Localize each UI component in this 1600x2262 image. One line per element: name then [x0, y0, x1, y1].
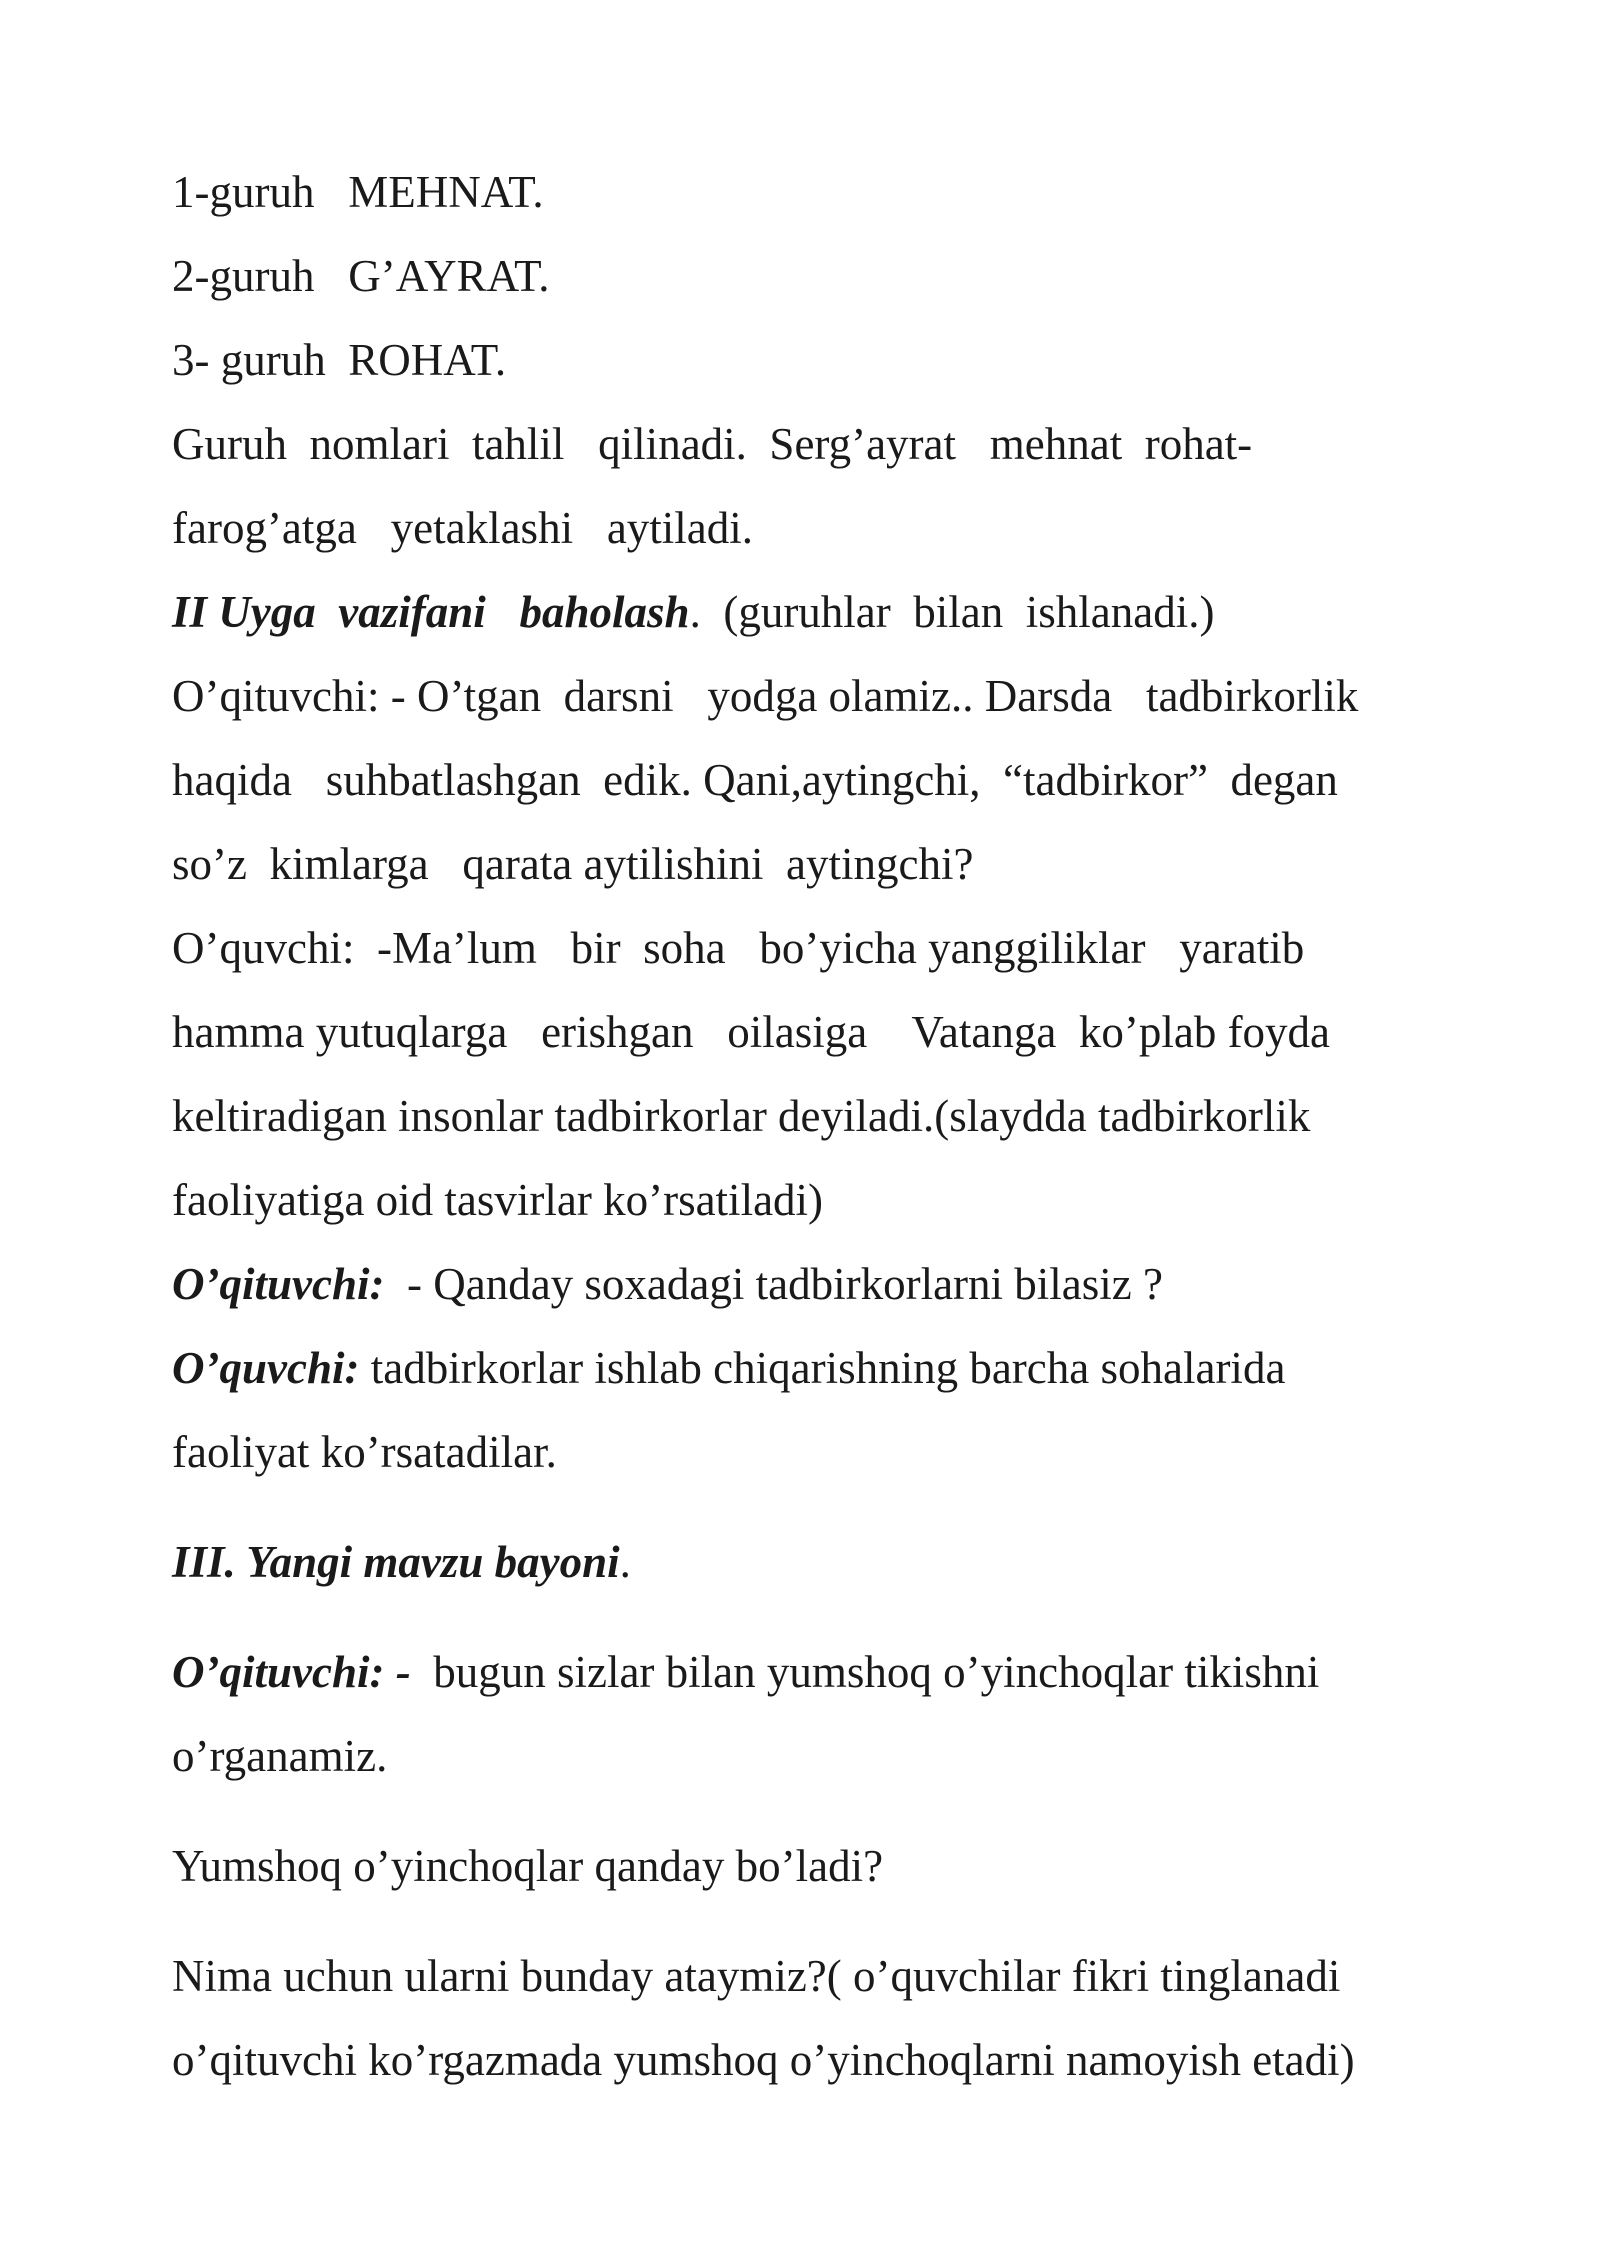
analysis-line-2: farog’atga yetaklashi aytiladi.: [172, 503, 754, 553]
question-1-line: Yumshoq o’yinchoqlar qanday bo’ladi?: [172, 1841, 884, 1891]
section-2-note: . (guruhlar bilan ishlanadi.): [689, 587, 1215, 637]
spacer: [172, 1798, 1460, 1824]
student-answer-2-text: tadbirkorlar ishlab chiqarishning barcha sohalarida: [359, 1343, 1286, 1393]
section-3-line: [172, 1520, 1460, 1604]
section-3-dot: .: [619, 1537, 631, 1587]
teacher-3-label: O’qituvchi: -: [172, 1647, 411, 1697]
spacer: [172, 1604, 1460, 1630]
teacher-question-line-3: so’z kimlarga qarata aytilishini aytingchi?: [172, 839, 974, 889]
teacher-3-text: bugun sizlar bilan yumshoq o’yinchoqlar tikishni: [410, 1647, 1320, 1697]
question-2-line-1: Nima uchun ularni bunday ataymiz?( o’quvchilar fikri tinglanadi: [172, 1951, 1341, 2001]
section-3-heading: III. Yangi mavzu bayoni: [172, 1537, 620, 1587]
student-answer-2-cont: faoliyat ko’rsatadilar.: [172, 1427, 557, 1477]
spacer: [172, 1908, 1460, 1934]
student-answer-2-line: [172, 1326, 1460, 1410]
teacher-3-line: [172, 1630, 1460, 1714]
spacer: [172, 1494, 1460, 1520]
student-answer-line-1: O’quvchi: -Ma’lum bir soha bo’yicha yanggiliklar yaratib: [172, 923, 1305, 973]
student-label: O’quvchi:: [172, 1343, 360, 1393]
teacher-3-cont: o’rganamiz.: [172, 1731, 388, 1781]
teacher-question-2-text: - Qanday soxadagi tadbirkorlarni bilasiz ?: [384, 1259, 1163, 1309]
student-answer-line-2: hamma yutuqlarga erishgan oilasiga Vatanga ko’plab foyda: [172, 1007, 1331, 1057]
teacher-question-line-1: O’qituvchi: - O’tgan darsni yodga olamiz.. Darsda tadbirkorlik: [172, 671, 1359, 721]
student-answer-line-4: faoliyatiga oid tasvirlar ko’rsatiladi): [172, 1175, 824, 1225]
section-2-heading: II Uyga vazifani baholash: [172, 587, 690, 637]
teacher-question-2-line: [172, 1242, 1460, 1326]
teacher-label: O’qituvchi:: [172, 1259, 385, 1309]
question-2-line-2: o’qituvchi ko’rgazmada yumshoq o’yinchoqlarni namoyish etadi): [172, 2035, 1355, 2085]
group-1-line: 1-guruh MEHNAT.: [172, 167, 544, 217]
group-3-line: 3- guruh ROHAT.: [172, 335, 507, 385]
group-2-line: 2-guruh G’AYRAT.: [172, 251, 550, 301]
student-answer-line-3: keltiradigan insonlar tadbirkorlar deyiladi.(slaydda tadbirkorlik: [172, 1091, 1311, 1141]
section-2-line: [172, 570, 1460, 654]
teacher-question-line-2: haqida suhbatlashgan edik. Qani,aytingchi, “tadbirkor” degan: [172, 755, 1338, 805]
analysis-line-1: Guruh nomlari tahlil qilinadi. Serg’ayrat mehnat rohat-: [172, 419, 1253, 469]
